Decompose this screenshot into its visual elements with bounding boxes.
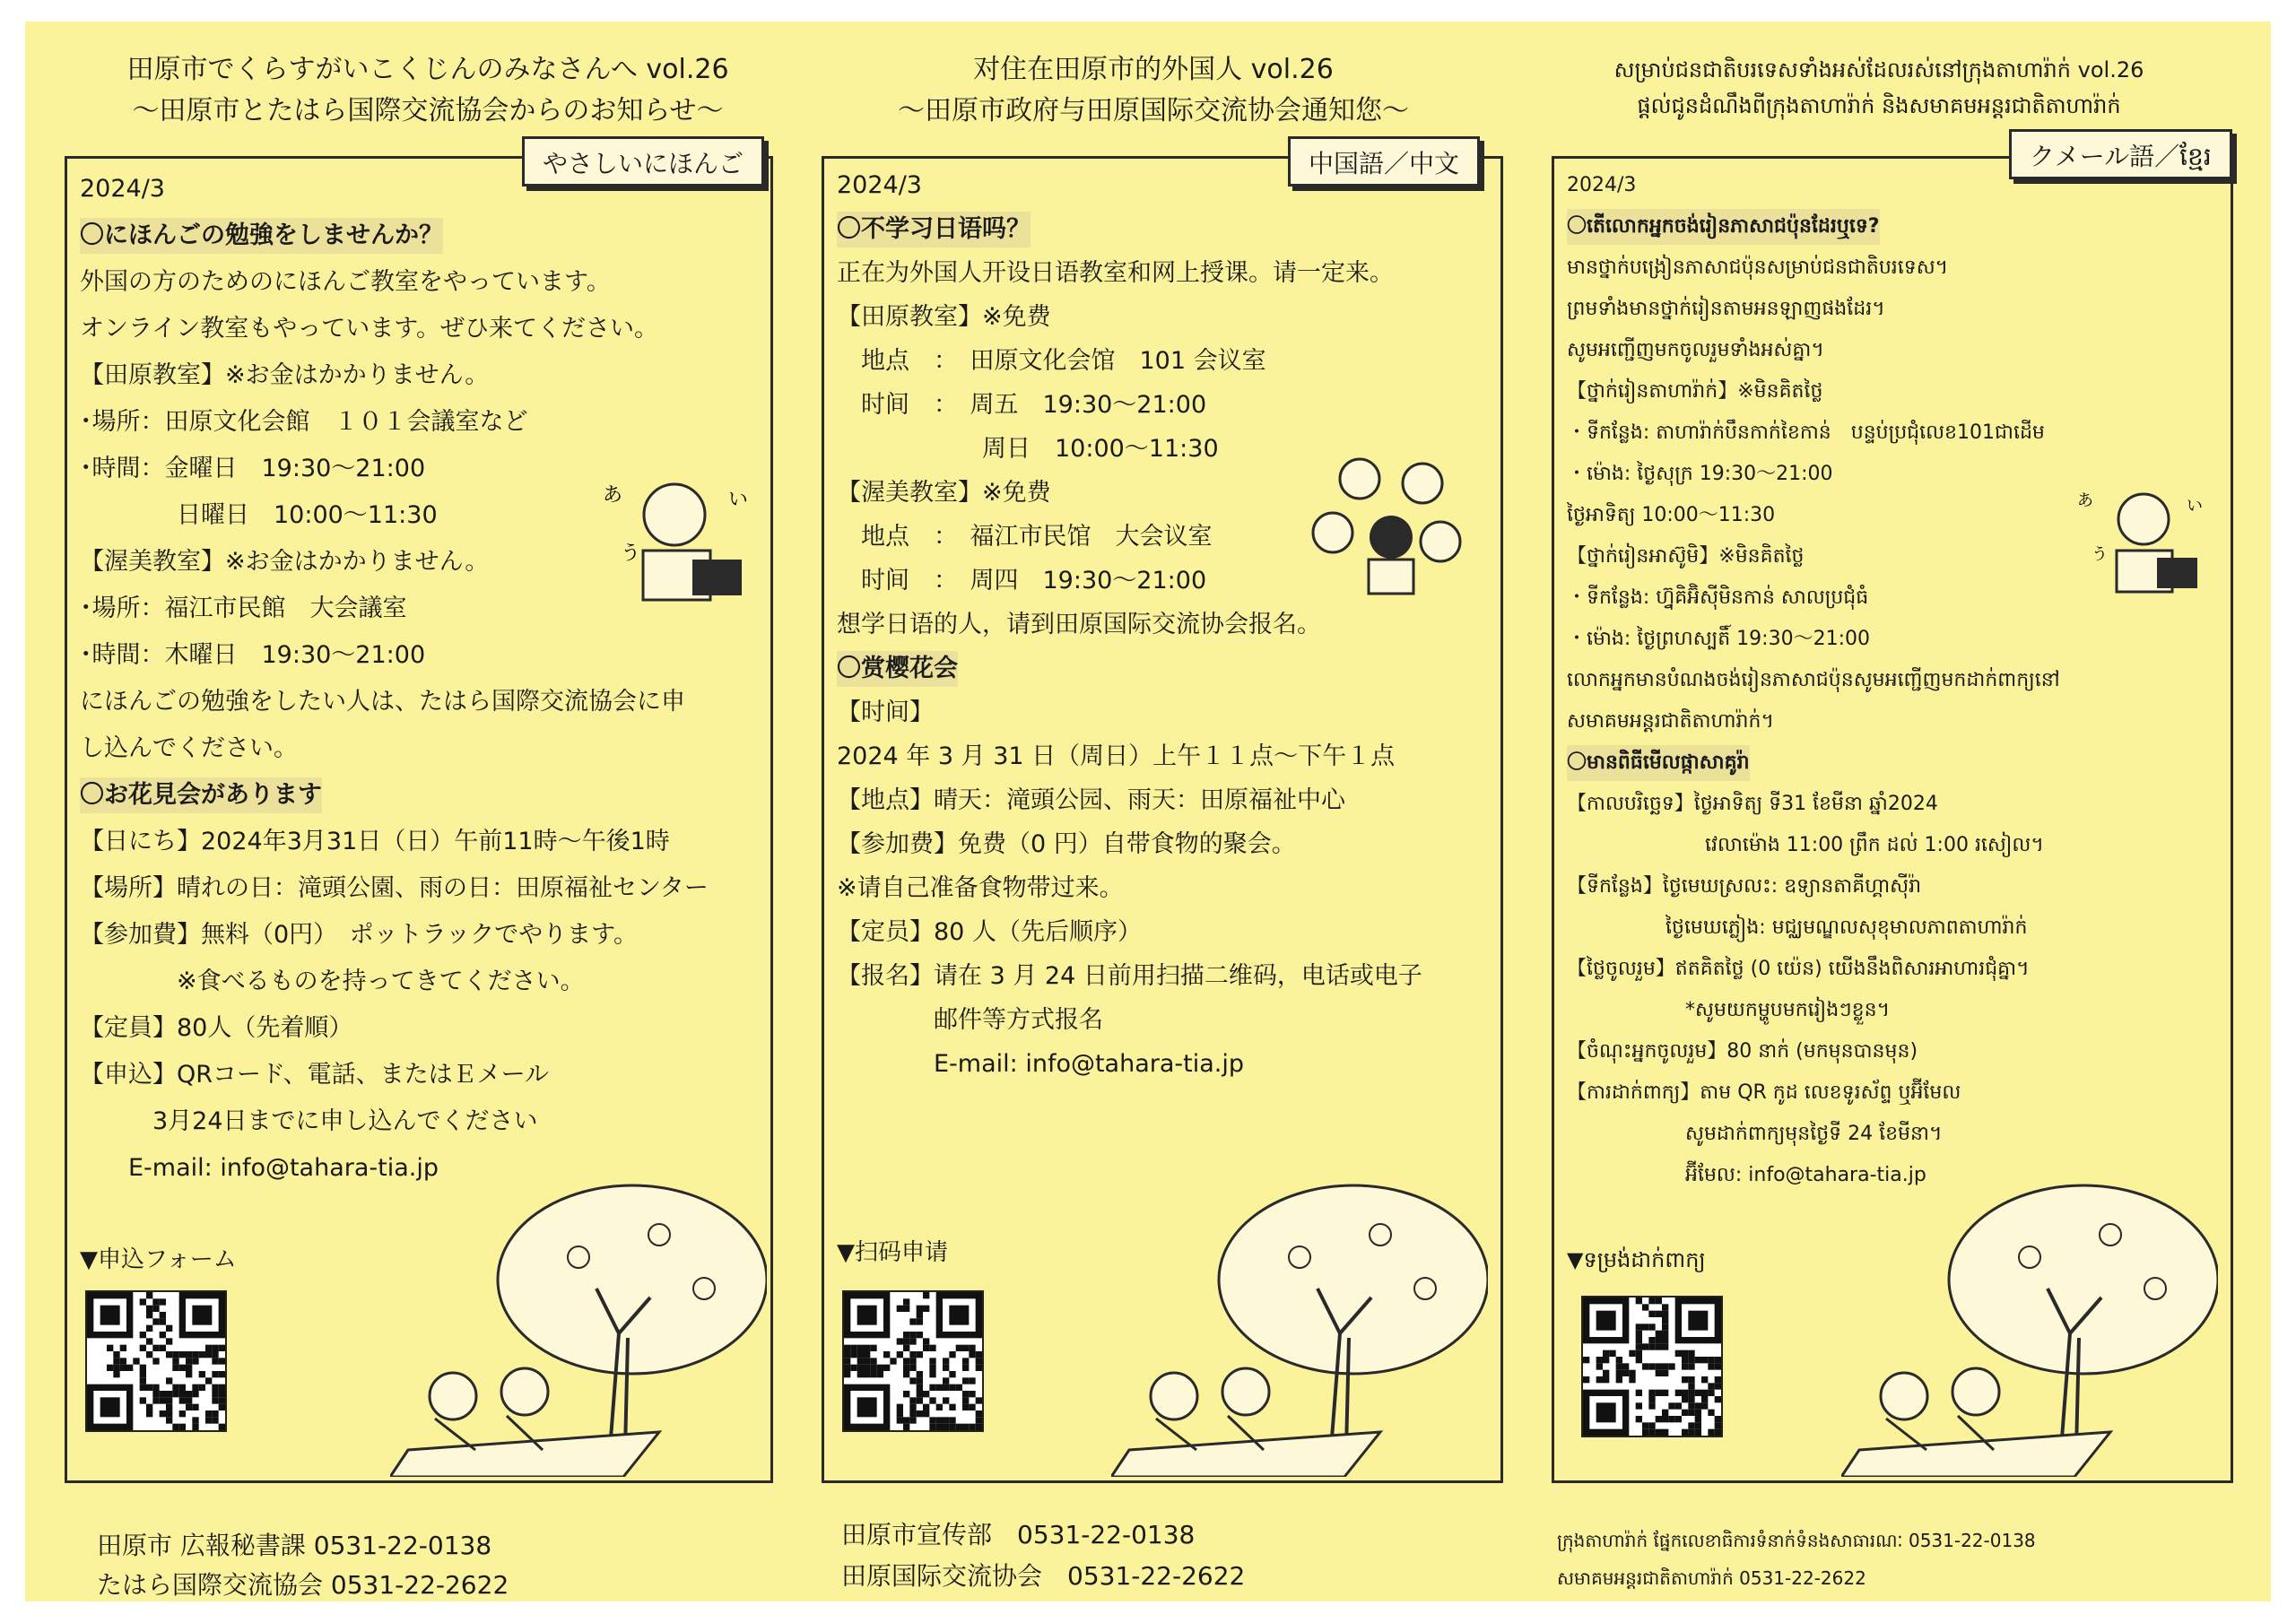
jp-line: オンライン教室もやっています。ぜひ来てください。 xyxy=(80,315,659,343)
jp-line: 2024/3 xyxy=(80,175,165,203)
km-line: សូមដាក់ពាក្យមុនថ្ងៃទី 24 ខែមីនា។ xyxy=(1567,1123,1943,1145)
people-group-illustration xyxy=(1306,443,1467,595)
jp-line: 【田原教室】※お金はかかりません。 xyxy=(80,361,490,389)
cn-footer-pr-contact: 田原市宣传部 0531-22-0138 xyxy=(841,1520,1196,1549)
cn-content-box xyxy=(822,156,1503,1483)
jp-line: 〇にほんごの勉強をしませんか？ xyxy=(80,218,443,254)
svg-text:い: い xyxy=(2187,497,2203,516)
cn-line: 〇不学习日语吗？ xyxy=(837,212,1031,247)
svg-text:う: う xyxy=(2092,545,2108,564)
jp-line: 【定員】80人（先着順） xyxy=(80,1014,353,1042)
cherry-tree-picnic-illustration xyxy=(1841,1181,2218,1477)
jp-line: 【日にち】2024年3月31日（日）午前11時〜午後1時 xyxy=(80,828,670,855)
jp-line: 〇お花見会があります xyxy=(80,777,322,813)
km-line: ・ម៉ោង: ថ្ងៃសុក្រ 19:30〜21:00 xyxy=(1567,463,1833,485)
cn-line: 地点 ： 田原文化会馆 101 会议室 xyxy=(837,347,1266,375)
cn-line: 【渥美教室】※免费 xyxy=(837,479,1051,507)
cn-language-tag: 中国語／中文 xyxy=(1288,136,1480,187)
jp-line: 3月24日までに申し込んでください xyxy=(80,1107,538,1135)
km-line: មានថ្នាក់បង្រៀនភាសាជប៉ុនសម្រាប់ជនជាតិបរទេស។ xyxy=(1567,256,1949,279)
cn-line: 时间 ： 周五 19:30〜21:00 xyxy=(837,391,1207,419)
cn-line: 邮件等方式报名 xyxy=(837,1006,1103,1034)
jp-line: ･場所：福江市民館 大会議室 xyxy=(80,595,407,622)
cn-qr-label: ▼扫码申请 xyxy=(837,1239,948,1266)
km-line: អ៊ីមែល: info@tahara-tia.jp xyxy=(1567,1164,1926,1186)
cn-line: 时间 ： 周四 19:30〜21:00 xyxy=(837,567,1207,595)
jp-line: ※食べるものを持ってきてください。 xyxy=(80,968,585,995)
jp-footer-pr-contact: 田原市 広報秘書課 0531-22-0138 xyxy=(97,1531,492,1560)
km-footer-tia-contact: សមាគមអន្តរជាតិតាហារ៉ាក់ 0531-22-2622 xyxy=(1557,1567,1866,1589)
km-line: ・ទីកន្លែង: ហ្វ៊ុគិអ៊ិស៊ីមិនកាន់ សាលប្រជុំធំ xyxy=(1567,586,1869,609)
jp-content-box xyxy=(65,156,773,1483)
km-line: 【ទីកន្លែង】ថ្ងៃមេឃស្រលះ: ឧទ្យានតាគីហ្គាស៊ីរ៉ា xyxy=(1567,875,1922,898)
km-line: 2024/3 xyxy=(1567,174,1637,196)
km-line: សមាគមអន្តរជាតិតាហារ៉ាក់។ xyxy=(1567,710,1774,733)
cn-line: 【田原教室】※免费 xyxy=(837,303,1051,331)
qr-code-icon[interactable] xyxy=(85,1290,227,1432)
km-line: ・ម៉ោង: ថ្ងៃព្រហស្បតិ៍ 19:30〜21:00 xyxy=(1567,628,1870,650)
km-line: 【ថ្នាក់រៀនតាហារ៉ាក់】※មិនគិតថ្លៃ xyxy=(1567,380,1823,403)
svg-text:う: う xyxy=(621,542,641,565)
km-line: 【ការដាក់ពាក្យ】តាម QR កូដ លេខទូរស័ព្ទ ឬអ៊ីមែល xyxy=(1567,1081,1961,1104)
cn-line: 【地点】晴天：滝頭公园、雨天：田原福祉中心 xyxy=(837,786,1345,814)
km-line: សូមអញ្ជើញមកចូលរួមទាំងអស់គ្នា។ xyxy=(1567,339,1824,361)
km-header-title: សម្រាប់ជនជាតិបរទេសទាំងអស់ដែលរស់នៅក្រុងតាហារ៉ាក់ vol.26 xyxy=(1613,57,2144,82)
cn-line: 〇赏樱花会 xyxy=(837,651,958,687)
km-line: ・ទីកន្លែង: តាហារ៉ាក់បឹនកាក់ខៃកាន់ បន្ទប់ប្រជុំលេខ101ជាដើម xyxy=(1567,421,2045,444)
jp-line: ･時間：木曜日 19:30〜21:00 xyxy=(80,641,426,669)
cherry-tree-picnic-illustration xyxy=(390,1181,767,1477)
jp-footer-tia-contact: たはら国際交流協会 0531-22-2622 xyxy=(97,1570,509,1600)
cn-line: E-mail: info@tahara-tia.jp xyxy=(837,1050,1245,1078)
km-qr-label: ▼ទម្រង់ដាក់ពាក្យ xyxy=(1567,1247,1706,1272)
km-content-box xyxy=(1552,156,2233,1483)
km-line: ថ្ងៃមេឃភ្លៀង: មជ្ឈមណ្ឌលសុខុមាលភាពតាហារ៉ាក់ xyxy=(1567,916,2028,939)
km-header-subtitle: ផ្តល់ជូនដំណឹងពីក្រុងតាហារ៉ាក់ និងសមាគមអន្តរជាតិតាហារ៉ាក់ xyxy=(1637,93,2121,118)
svg-text:あ: あ xyxy=(2077,491,2093,510)
jp-line: 日曜日 10:00〜11:30 xyxy=(80,501,438,529)
cn-line: 周日 10:00〜11:30 xyxy=(837,435,1219,463)
svg-text:い: い xyxy=(728,489,749,511)
jp-header-subtitle: 〜田原市とたはら国際交流協会からのお知らせ〜 xyxy=(132,95,724,126)
cn-line: 【定员】80 人（先后顺序） xyxy=(837,918,1142,946)
km-language-tag: クメール語／ខ្មែរ xyxy=(2009,129,2232,179)
jp-line: ･場所：田原文化会館 １０１会議室など xyxy=(80,408,528,436)
cn-line: 想学日语的人，请到田原国际交流协会报名。 xyxy=(837,611,1321,638)
km-line: *សូមយកម្ហូបមករៀងៗខ្លួន។ xyxy=(1567,999,1891,1021)
jp-line: 【申込】QRコード、電話、またはＥメール xyxy=(80,1061,550,1089)
cn-line: 【参加费】免费（0 円）自带食物的聚会。 xyxy=(837,830,1296,858)
cn-line: 地点 ： 福江市民馆 大会议室 xyxy=(837,523,1213,551)
cn-line: ※请自己准备食物带过来。 xyxy=(837,874,1124,902)
cherry-tree-picnic-illustration xyxy=(1111,1181,1488,1477)
jp-line: E-mail: info@tahara-tia.jp xyxy=(80,1154,439,1182)
km-footer-pr-contact: ក្រុងតាហារ៉ាក់ ផ្នែកលេខាធិការទំនាក់ទំនងសាធារណៈ 0531-22-0138 xyxy=(1557,1530,2036,1551)
km-line: 【ចំណុះអ្នកចូលរួម】80 នាក់ (មកមុនបានមុន) xyxy=(1567,1040,1918,1063)
jp-header-title: 田原市でくらすがいこくじんのみなさんへ vol.26 xyxy=(126,54,729,85)
qr-code-icon[interactable] xyxy=(1581,1296,1723,1437)
cn-header-title: 对住在田原市的外国人 vol.26 xyxy=(973,54,1334,85)
jp-line: ･時間：金曜日 19:30〜21:00 xyxy=(80,455,426,482)
jp-language-tag: やさしいにほんご xyxy=(522,136,764,187)
km-line: 【ថ្នាក់រៀនអាស៊ូមិ】※មិនគិតថ្លៃ xyxy=(1567,545,1805,568)
km-line: ថ្ងៃអាទិត្យ 10:00〜11:30 xyxy=(1567,504,1776,526)
cn-footer-tia-contact: 田原国际交流协会 0531-22-2622 xyxy=(841,1561,1246,1591)
teacher-with-book-illustration xyxy=(594,470,755,604)
km-line: 〇តើលោកអ្នកចង់រៀនភាសាជប៉ុនដែរឬទេ? xyxy=(1567,209,1880,245)
flyer-sheet xyxy=(25,22,2271,1601)
km-line: លោកអ្នកមានបំណងចង់រៀនភាសាជប៉ុនសូមអញ្ជើញមកដាក់ពាក្យនៅ xyxy=(1567,669,2060,691)
jp-line: 【参加費】無料（0円） ポットラックでやります。 xyxy=(80,921,638,949)
jp-line: し込んでください。 xyxy=(80,734,298,762)
km-line: 【កាលបរិច្ឆេទ】ថ្ងៃអាទិត្យ ទី31 ខែមីនា ឆ្នាំ2024 xyxy=(1567,793,1938,815)
km-line: វេលាម៉ោង 11:00 ព្រឹក ដល់ 1:00 រសៀល។ xyxy=(1567,834,2044,856)
km-line: 〇មានពិធីមើលផ្កាសាគូរ៉ា xyxy=(1567,745,1750,781)
cn-line: 2024/3 xyxy=(837,171,922,199)
cn-line: 2024 年 3 月 31 日（周日）上午１１点〜下午１点 xyxy=(837,742,1396,770)
jp-line: 外国の方のためのにほんご教室をやっています。 xyxy=(80,268,611,296)
km-line: ព្រមទាំងមានថ្នាក់រៀនតាមអនឡាញផងដែរ។ xyxy=(1567,298,1885,320)
cn-header-subtitle: 〜田原市政府与田原国际交流协会通知您〜 xyxy=(898,95,1409,126)
qr-code-icon[interactable] xyxy=(842,1290,984,1432)
cn-line: 正在为外国人开设日语教室和网上授课。请一定来。 xyxy=(837,259,1394,287)
cn-line: 【时间】 xyxy=(837,699,934,726)
jp-line: 【場所】晴れの日：滝頭公園、雨の日：田原福祉センター xyxy=(80,874,709,902)
jp-line: にほんごの勉強をしたい人は、たはら国際交流協会に申 xyxy=(80,688,685,716)
cn-line: 【报名】请在 3 月 24 日前用扫描二维码，电话或电子 xyxy=(837,962,1422,990)
jp-qr-label: ▼申込フォーム xyxy=(80,1246,237,1273)
km-line: 【ថ្លៃចូលរួម】ឥតគិតថ្លៃ (0 យ៉េន) យើងនឹងពិសារអាហារជុំគ្នា។ xyxy=(1567,958,2030,980)
jp-line: 【渥美教室】※お金はかかりません。 xyxy=(80,548,490,576)
svg-text:あ: あ xyxy=(603,484,623,507)
teacher-with-book-illustration xyxy=(2072,479,2206,595)
